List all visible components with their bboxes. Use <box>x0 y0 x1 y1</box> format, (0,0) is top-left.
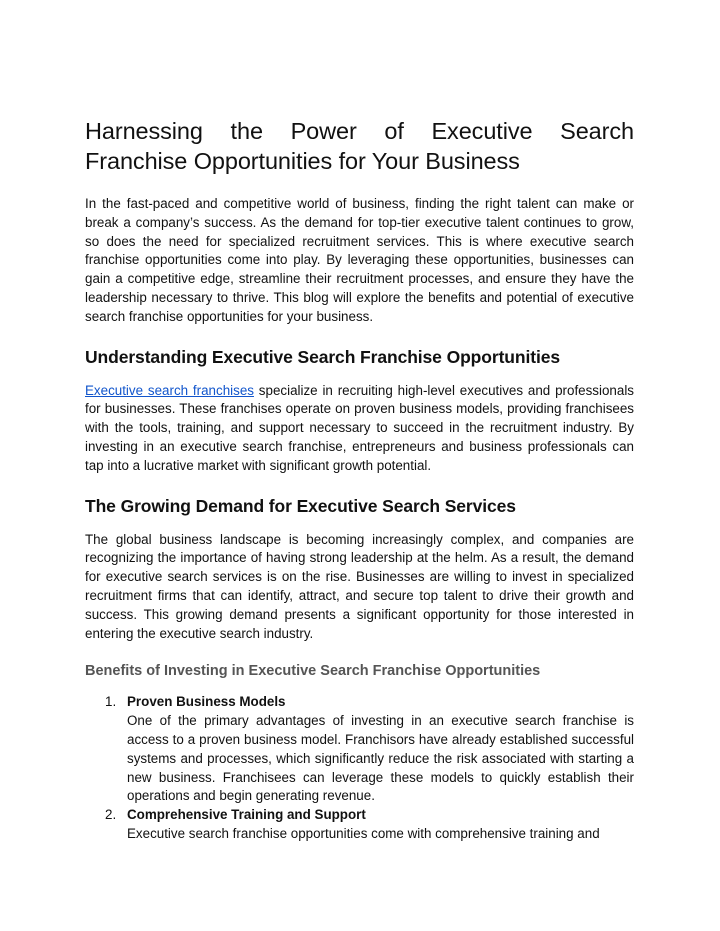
list-item-body: One of the primary advantages of investing in an executive search franchise is access to a proven business model. Franchisors have already established successful systems and processes, which significantly reduce the risk associated with starting a new business. Franchisees can leverage these models to quickly establish their operations and begin generating revenue. <box>127 713 634 804</box>
list-item-title: Comprehensive Training and Support <box>127 807 366 823</box>
section-heading-benefits: Benefits of Investing in Executive Search Franchise Opportunities <box>85 663 541 680</box>
list-item-body: Executive search franchise opportunities come with comprehensive training and <box>127 825 600 841</box>
document-title: Harnessing the Power of Executive Search Franchise Opportunities for Your Business <box>85 118 634 174</box>
understanding-paragraph-text: specialize in recruiting high-level executives and professionals for businesses. These franchises operate on proven business models, providing franchisees with the tools, training, and support necessary to succeed in the recruitment industry. By investing in an executive search franchise, entrepreneurs and business professionals can tap into a lucrative market with significant growth potential. <box>85 382 634 473</box>
section-heading-understanding: Understanding Executive Search Franchise Opportunities <box>85 346 560 367</box>
list-item <box>85 806 634 844</box>
list-item <box>85 693 634 806</box>
benefits-list <box>85 693 634 843</box>
document-page <box>85 116 634 844</box>
understanding-paragraph <box>85 382 634 476</box>
growing-demand-paragraph: The global business landscape is becoming increasingly complex, and companies are recognizing the importance of having strong leadership at the helm. As a result, the demand for executive search services is on the rise. Businesses are willing to invest in specialized recruitment firms that can identify, attract, and secure top talent to drive their growth and success. This growing demand presents a significant opportunity for those interested in entering the executive search industry. <box>85 531 634 641</box>
list-item-title: Proven Business Models <box>127 694 286 710</box>
section-heading-growing-demand: The Growing Demand for Executive Search Services <box>85 495 516 516</box>
intro-paragraph: In the fast-paced and competitive world of business, finding the right talent can make or break a company’s success. As the demand for top-tier executive talent continues to grow, so does the need for specialized recruitment services. This is where executive search franchise opportunities come into play. By leveraging these opportunities, businesses can gain a competitive edge, streamline their recruitment processes, and ensure they have the leadership necessary to thrive. This blog will explore the benefits and potential of executive search franchise opportunities for your business. <box>85 196 634 324</box>
list-item-number: 1. <box>105 694 117 710</box>
list-item-number: 2. <box>105 807 117 823</box>
executive-search-franchises-link[interactable]: Executive search franchises <box>85 382 254 398</box>
